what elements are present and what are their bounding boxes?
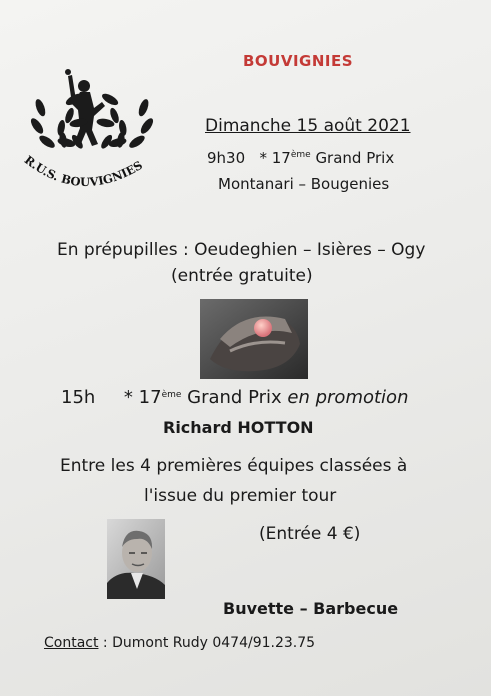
pupils-entry: (entrée gratuite) — [171, 266, 313, 286]
contact-label: Contact — [44, 635, 99, 651]
svg-text:R.U.S. BOUVIGNIES — [22, 153, 145, 189]
afternoon-entry: (Entrée 4 €) — [259, 524, 361, 544]
contact-details: : Dumont Rudy 0474/91.23.75 — [102, 635, 316, 651]
morning-time: 9h30 — [207, 149, 246, 167]
trophy-name: Richard HOTTON — [163, 418, 314, 437]
contact-line — [44, 635, 315, 651]
portrait-photo — [107, 519, 165, 599]
afternoon-time: 15h — [61, 387, 96, 408]
morning-match: Montanari – Bougenies — [218, 175, 390, 193]
morning-event: Grand Prix — [315, 149, 395, 167]
afternoon-event-line — [61, 387, 408, 408]
morning-prefix: * 17 — [259, 149, 291, 167]
pupils-line: En prépupilles : Oeudeghien – Isières – Ogy — [57, 240, 426, 260]
event-date: Dimanche 15 août 2021 — [205, 116, 411, 136]
qualification-line-1: Entre les 4 premières équipes classées à — [60, 456, 408, 476]
afternoon-prefix: * 17 — [123, 387, 162, 408]
club-name-arc — [14, 140, 164, 210]
afternoon-grand-prix: Grand Prix — [187, 387, 282, 408]
qualification-line-2: l'issue du premier tour — [144, 486, 337, 506]
refreshments: Buvette – Barbecue — [223, 599, 399, 618]
place-title: BOUVIGNIES — [243, 52, 354, 70]
morning-event-line — [207, 149, 394, 167]
afternoon-promotion: en promotion — [287, 387, 409, 408]
ball-in-glove-photo — [200, 299, 308, 379]
afternoon-sup: ème — [161, 390, 182, 400]
club-name: R.U.S. BOUVIGNIES — [21, 152, 145, 190]
morning-sup: ème — [290, 150, 311, 160]
